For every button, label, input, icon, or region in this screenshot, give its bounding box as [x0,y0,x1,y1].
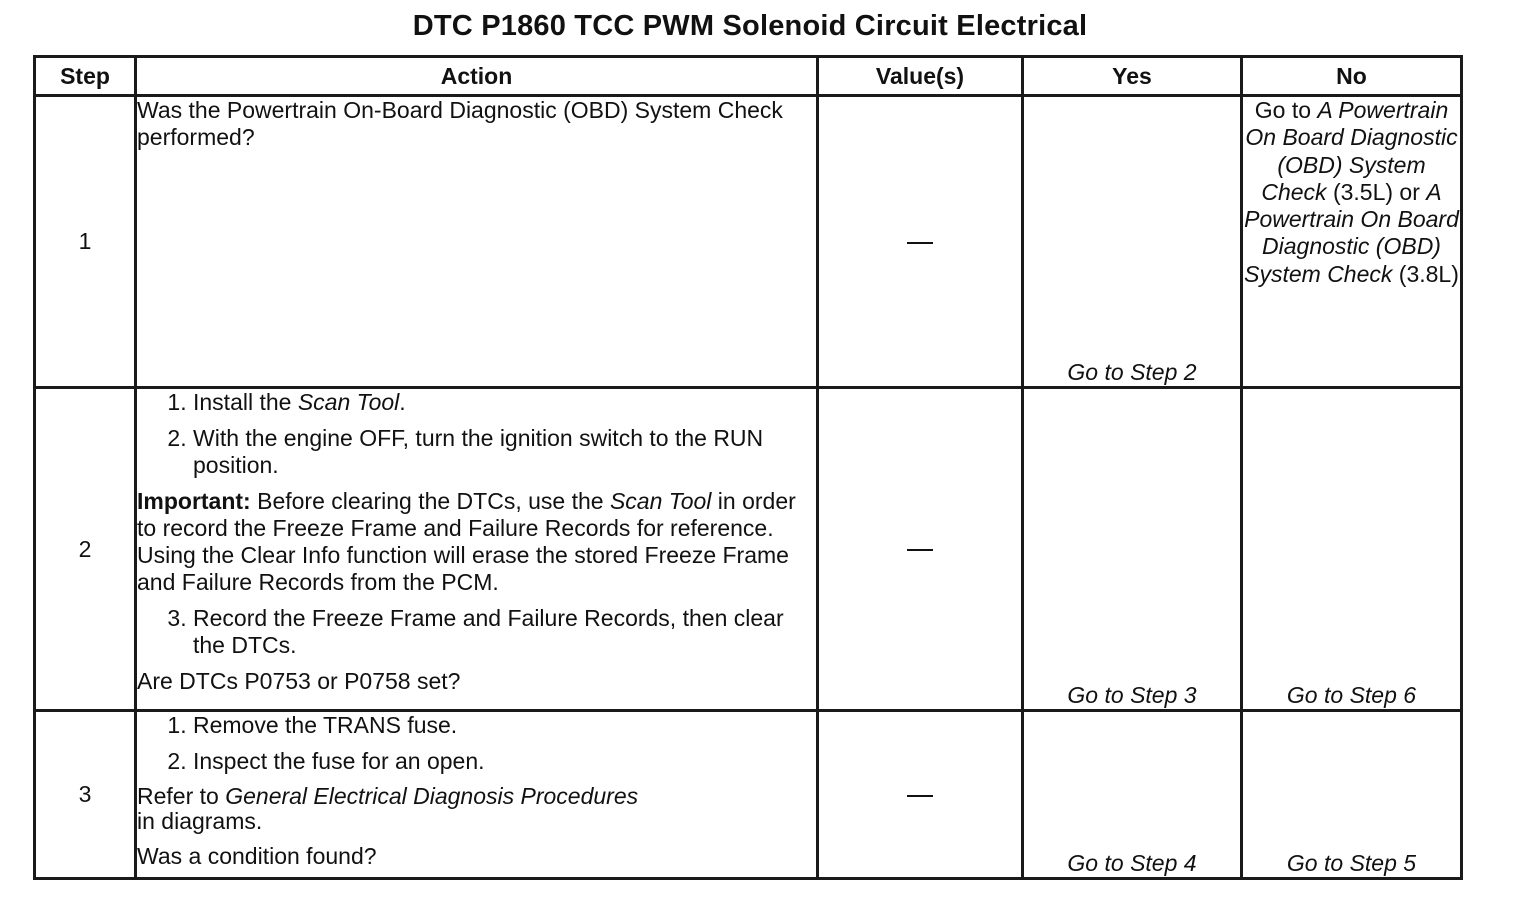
value-cell [818,388,1023,711]
header-action: Action [136,57,818,96]
step-number: 2 [35,388,136,711]
no-goto-spec-38l: (3.8L) [1392,260,1459,287]
no-cell [1242,388,1462,711]
no-goto-spec-35l: (3.5L) or [1326,178,1427,205]
procedure-list [137,605,816,659]
scan-tool-link[interactable]: Scan Tool [609,488,712,514]
value-dash [907,242,933,244]
table-row [35,711,1462,879]
refer-note: Refer to General Electrical Diagnosis Procedures in diagrams. [137,783,639,834]
no-goto-link-38l[interactable]: A Powertrain On Board Diagnostic (OBD) System Check [1244,178,1459,287]
value-cell [818,96,1023,388]
yes-goto-link[interactable]: Go to Step 4 [1067,850,1197,876]
action-question: Was a condition found? [137,843,377,869]
scan-tool-link[interactable]: Scan Tool [297,389,400,415]
action-cell [136,711,818,879]
value-dash [907,549,933,551]
step-number: 1 [35,96,136,388]
value-cell [818,711,1023,879]
yes-cell [1023,388,1242,711]
yes-goto-link[interactable]: Go to Step 2 [1067,359,1197,385]
procedure-item: 3. Record the Freeze Frame and Failure Records, then clear the DTCs. [193,605,816,659]
no-goto-lead: Go to [1254,97,1318,123]
header-no: No [1242,57,1462,96]
procedure-item: 2. With the engine OFF, turn the ignition switch to the RUN position. [193,425,816,479]
step-number: 3 [35,711,136,879]
no-cell [1242,96,1462,388]
no-goto-link[interactable]: Go to Step 6 [1286,682,1417,708]
yes-cell [1023,96,1242,388]
table-row [35,96,1462,388]
procedure-list [137,712,816,775]
no-goto-link[interactable]: Go to Step 5 [1286,850,1417,876]
page-title: DTC P1860 TCC PWM Solenoid Circuit Electrical [412,10,1088,42]
important-note: Important: Before clearing the DTCs, use the Scan Tool in order to record the Freeze Frame and Failure Records for reference. Using the Clear Info function will erase the stored Freeze Frame and Failure Records from the PCM. [137,488,796,595]
no-goto-link-35l[interactable]: A Powertrain On Board Diagnostic (OBD) System Check [1245,97,1458,205]
procedure-item: 1. Install the Scan Tool. [193,389,816,416]
procedure-list [137,389,816,479]
action-question: Was the Powertrain On-Board Diagnostic (OBD) System Check performed? [137,97,783,150]
action-question: Are DTCs P0753 or P0758 set? [137,668,461,694]
general-electrical-diagnosis-link[interactable]: General Electrical Diagnosis Procedures [225,783,639,809]
action-cell [136,388,818,711]
action-cell [136,96,818,388]
diagnostic-table [33,55,1463,880]
yes-goto-link[interactable]: Go to Step 3 [1067,682,1197,708]
procedure-item: 2. Inspect the fuse for an open. [193,748,816,775]
table-header-row [35,57,1462,96]
header-yes: Yes [1023,57,1242,96]
procedure-item: 1. Remove the TRANS fuse. [193,712,816,739]
header-values: Value(s) [818,57,1023,96]
table-row [35,388,1462,711]
yes-cell [1023,711,1242,879]
no-cell [1242,711,1462,879]
value-dash [907,795,933,797]
header-step: Step [35,57,136,96]
important-label: Important: [137,488,251,514]
